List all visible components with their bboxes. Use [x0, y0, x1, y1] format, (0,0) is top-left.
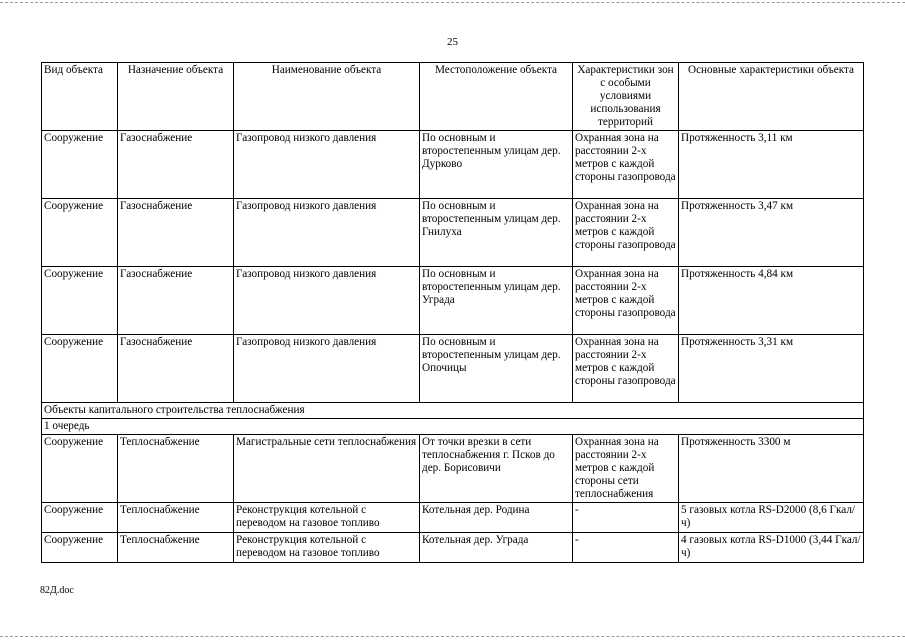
cell-main-characteristics: Протяженность 3300 м	[679, 435, 864, 503]
cell-object-purpose: Теплоснабжение	[118, 503, 234, 533]
cell-object-type: Сооружение	[42, 533, 118, 563]
cell-object-location: Котельная дер. Родина	[420, 503, 573, 533]
footer-filename: 82Д.doc	[40, 585, 74, 596]
header-object-purpose: Назначение объекта	[118, 63, 234, 131]
header-main-characteristics: Основные характеристики объекта	[679, 63, 864, 131]
cell-object-name: Газопровод низкого давления	[234, 335, 420, 403]
stage-label: 1 очередь	[42, 419, 864, 435]
cell-object-name: Газопровод низкого давления	[234, 199, 420, 267]
section-row	[42, 403, 864, 419]
cell-zone-characteristics: Охранная зона на расстоянии 2-х метров с каждой стороны газопровода	[573, 199, 679, 267]
header-object-location: Местоположение объекта	[420, 63, 573, 131]
cell-main-characteristics: 4 газовых котла RS-D1000 (3,44 Гкал/ч)	[679, 533, 864, 563]
cell-object-location: Котельная дер. Уграда	[420, 533, 573, 563]
stage-row	[42, 419, 864, 435]
cell-object-name: Газопровод низкого давления	[234, 267, 420, 335]
header-object-name: Наименование объекта	[234, 63, 420, 131]
cell-object-location: По основным и второстепенным улицам дер. Гнилуха	[420, 199, 573, 267]
cell-main-characteristics: Протяженность 3,11 км	[679, 131, 864, 199]
cell-object-type: Сооружение	[42, 199, 118, 267]
table-row	[42, 131, 864, 199]
cell-object-name: Газопровод низкого давления	[234, 131, 420, 199]
cell-zone-characteristics: Охранная зона на расстоянии 2-х метров с каждой стороны сети теплоснабжения	[573, 435, 679, 503]
scan-edge-top	[0, 2, 905, 3]
cell-zone-characteristics: Охранная зона на расстоянии 2-х метров с каждой стороны газопровода	[573, 131, 679, 199]
cell-object-type: Сооружение	[42, 503, 118, 533]
cell-object-location: По основным и второстепенным улицам дер. Опочицы	[420, 335, 573, 403]
cell-object-purpose: Газоснабжение	[118, 267, 234, 335]
cell-object-purpose: Теплоснабжение	[118, 533, 234, 563]
section-title: Объекты капитального строительства теплоснабжения	[42, 403, 864, 419]
cell-object-type: Сооружение	[42, 131, 118, 199]
page-number: 25	[447, 36, 458, 48]
header-zone-characteristics: Характеристики зон с особыми условиями использования территорий	[573, 63, 679, 131]
cell-main-characteristics: Протяженность 3,31 км	[679, 335, 864, 403]
objects-table	[41, 62, 864, 563]
scan-edge-bottom	[0, 636, 905, 637]
table-row	[42, 533, 864, 563]
cell-object-location: От точки врезки в сети теплоснабжения г. Псков до дер. Борисовичи	[420, 435, 573, 503]
cell-zone-characteristics: -	[573, 503, 679, 533]
cell-object-purpose: Газоснабжение	[118, 199, 234, 267]
cell-zone-characteristics: Охранная зона на расстоянии 2-х метров с каждой стороны газопровода	[573, 267, 679, 335]
cell-main-characteristics: Протяженность 4,84 км	[679, 267, 864, 335]
cell-object-name: Реконструкция котельной с переводом на газовое топливо	[234, 533, 420, 563]
cell-object-name: Магистральные сети теплоснабжения	[234, 435, 420, 503]
table-row	[42, 503, 864, 533]
table-row	[42, 267, 864, 335]
table-row	[42, 435, 864, 503]
header-row	[42, 63, 864, 131]
cell-object-purpose: Теплоснабжение	[118, 435, 234, 503]
cell-object-name: Реконструкция котельной с переводом на газовое топливо	[234, 503, 420, 533]
cell-zone-characteristics: -	[573, 533, 679, 563]
cell-object-type: Сооружение	[42, 267, 118, 335]
cell-object-purpose: Газоснабжение	[118, 335, 234, 403]
table-row	[42, 199, 864, 267]
cell-object-type: Сооружение	[42, 435, 118, 503]
table-header	[42, 63, 864, 131]
cell-object-location: По основным и второстепенным улицам дер. Уграда	[420, 267, 573, 335]
cell-main-characteristics: 5 газовых котла RS-D2000 (8,6 Гкал/ч)	[679, 503, 864, 533]
header-object-type: Вид объекта	[42, 63, 118, 131]
cell-object-location: По основным и второстепенным улицам дер. Дурково	[420, 131, 573, 199]
cell-zone-characteristics: Охранная зона на расстоянии 2-х метров с каждой стороны газопровода	[573, 335, 679, 403]
cell-object-type: Сооружение	[42, 335, 118, 403]
table-row	[42, 335, 864, 403]
cell-main-characteristics: Протяженность 3,47 км	[679, 199, 864, 267]
cell-object-purpose: Газоснабжение	[118, 131, 234, 199]
